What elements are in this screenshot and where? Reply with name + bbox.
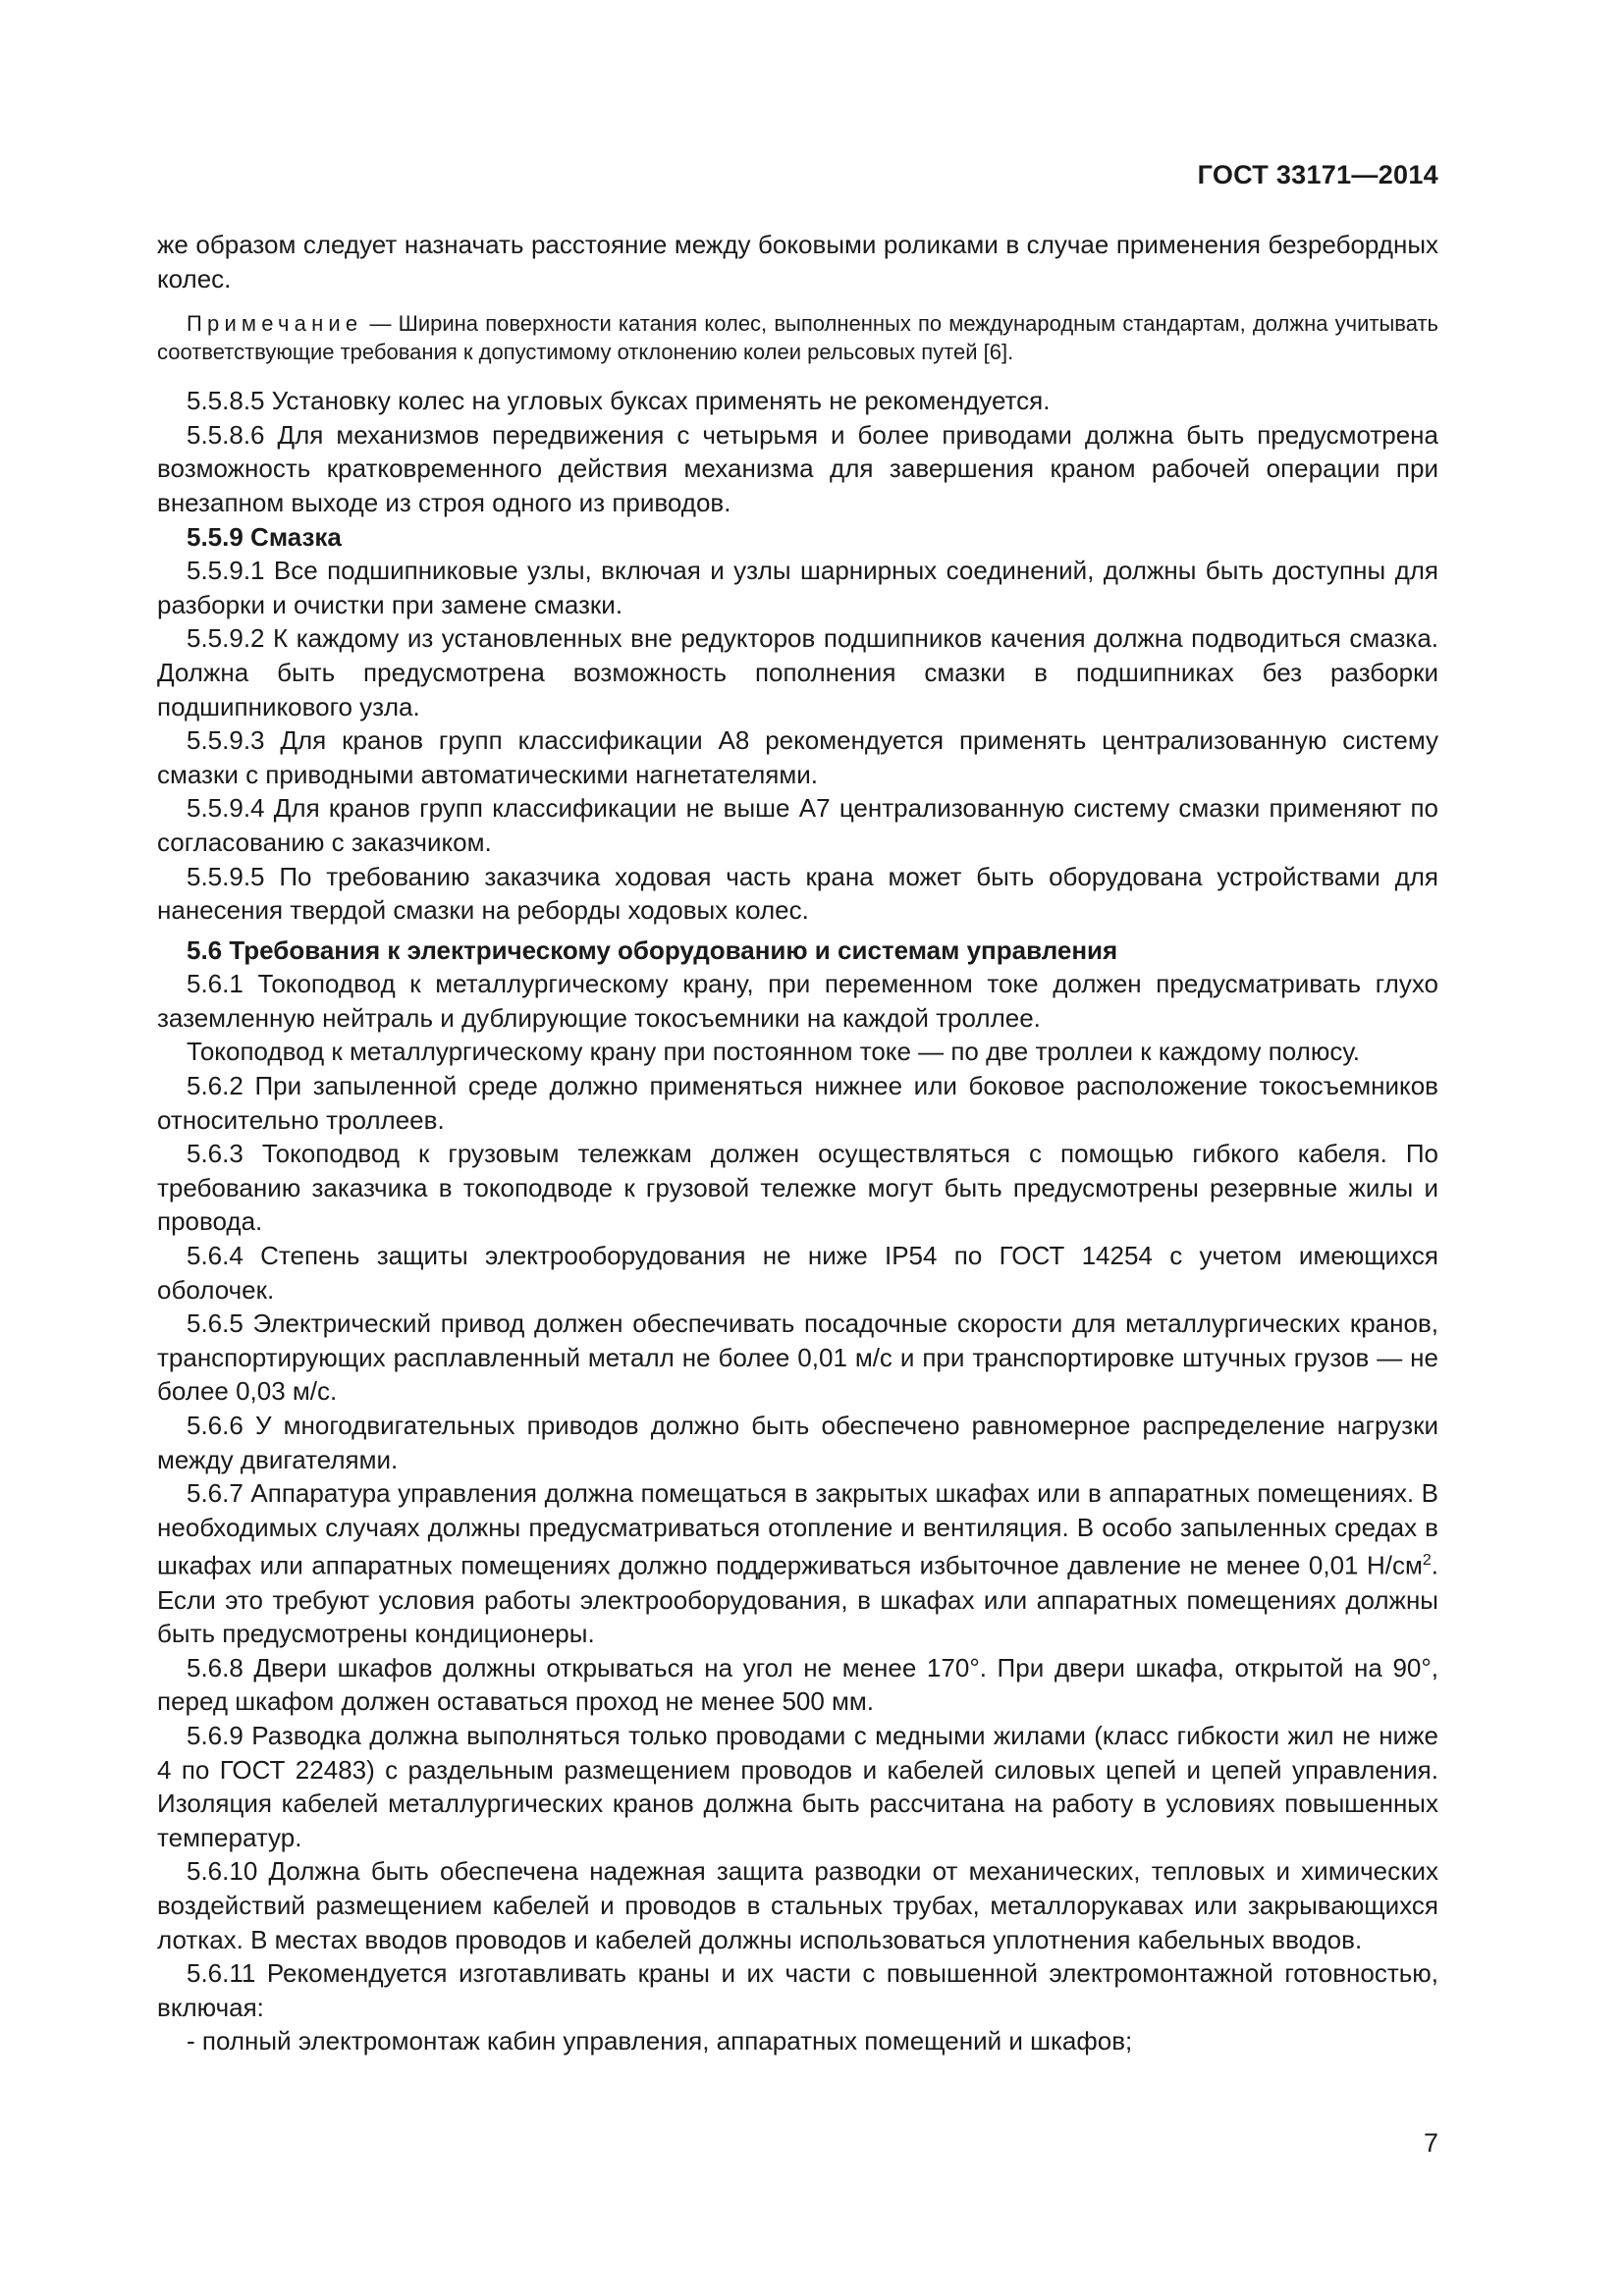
paragraph-5-6-8: 5.6.8 Двери шкафов должны открываться на угол не менее 170°. При двери шкафа, открытой на 90°, перед шкафом должен оставаться проход не менее 500 мм. bbox=[157, 1652, 1438, 1717]
paragraph-5-6-11: 5.6.11 Рекомендуется изготавливать краны и их части с повышенной электромонтажной готовностью, включая: bbox=[157, 1958, 1438, 2022]
paragraph-5-6-2: 5.6.2 При запыленной среде должно применяться нижнее или боковое расположение токосъемников относительно троллеев. bbox=[157, 1071, 1438, 1135]
paragraph-5-6-4: 5.6.4 Степень защиты электрооборудования не ниже IP54 по ГОСТ 14254 с учетом имеющихся оболочек. bbox=[157, 1241, 1438, 1305]
paragraph-5-6-1-dc: Токоподвод к металлургическому крану при постоянном токе — по две троллеи к каждому полюсу. bbox=[187, 1037, 1360, 1067]
paragraph-5-6-10: 5.6.10 Должна быть обеспечена надежная защита разводки от механических, тепловых и химических воздействий размещением кабелей и проводов в стальных трубах, металлорукавах или закрывающихся лотках. В местах вводов проводов и кабелей должны использоваться уплотнения кабельных вводов. bbox=[157, 1856, 1438, 1954]
paragraph-5-6-7-part1: 5.6.7 Аппаратура управления должна помещаться в закрытых шкафах или в аппаратных помещениях. В необходимых случаях должны предусматриваться отопление и вентиляция. В особо запыленных средах в шкафах или аппаратных помещениях должно поддерживаться избыточное давление не менее 0,01 Н/см bbox=[157, 1478, 1438, 1581]
paragraph-5-5-9-4: 5.5.9.4 Для кранов групп классификации не выше А7 централизованную систему смазки применяют по согласованию с заказчиком. bbox=[157, 793, 1438, 857]
paragraph-5-5-9-2: 5.5.9.2 К каждому из установленных вне редукторов подшипников качения должна подводиться смазка. Должна быть предусмотрена возможность пополнения смазки в подшипниках без разборки подшипникового узла. bbox=[157, 623, 1438, 721]
section-heading-5-5-9: 5.5.9 Смазка bbox=[187, 521, 342, 552]
paragraph-5-6-7 bbox=[157, 1476, 1438, 1651]
section-heading-5-6: 5.6 Требования к электрическому оборудованию и системам управления bbox=[187, 934, 1118, 965]
paragraph-5-6-7-part2: . Если это требуют условия работы электрооборудования, в шкафах или аппаратных помещениях должны быть предусмотрены кондиционеры. bbox=[157, 1551, 1438, 1649]
list-item: - полный электромонтаж кабин управления, аппаратных помещений и шкафов; bbox=[187, 2026, 1133, 2056]
page-number: 7 bbox=[1423, 2128, 1438, 2158]
paragraph-5-5-9-3: 5.5.9.3 Для кранов групп классификации А8 рекомендуется применять централизованную систему смазки с приводными автоматическими нагнетателями. bbox=[157, 725, 1438, 789]
paragraph-5-6-9: 5.6.9 Разводка должна выполняться только проводами с медными жилами (класс гибкости жил не ниже 4 по ГОСТ 22483) с раздельным размещением проводов и кабелей силовых цепей и цепей управления. Изоляция кабелей металлургических кранов должна быть рассчитана на работу в условиях повышенных температур. bbox=[157, 1721, 1438, 1852]
document-id-header: ГОСТ 33171—2014 bbox=[1197, 160, 1438, 189]
paragraph-5-5-9-5: 5.5.9.5 По требованию заказчика ходовая часть крана может быть оборудована устройствами для нанесения твердой смазки на реборды ходовых колес. bbox=[157, 861, 1438, 926]
paragraph-5-5-8-6: 5.5.8.6 Для механизмов передвижения с четырьмя и более приводами должна быть предусмотрена возможность кратковременного действия механизма для завершения краном рабочей операции при внезапном выходе из строя одного из приводов. bbox=[157, 419, 1438, 517]
superscript-2: 2 bbox=[1422, 1552, 1432, 1570]
paragraph-5-6-3: 5.6.3 Токоподвод к грузовым тележкам должен осуществляться с помощью гибкого кабеля. По требованию заказчика в токоподводе к грузовой тележке могут быть предусмотрены резервные жилы и провода. bbox=[157, 1139, 1438, 1237]
paragraph-5-5-8-5: 5.5.8.5 Установку колес на угловых буксах применять не рекомендуется. bbox=[187, 386, 1051, 416]
paragraph-5-6-5: 5.6.5 Электрический привод должен обеспечивать посадочные скорости для металлургических кранов, транспортирующих расплавленный металл не более 0,01 м/с и при транспортировке штучных грузов — не более 0,03 м/с. bbox=[157, 1308, 1438, 1407]
paragraph-5-5-9-1: 5.5.9.1 Все подшипниковые узлы, включая и узлы шарнирных соединений, должны быть доступны для разборки и очистки при замене смазки. bbox=[157, 556, 1438, 619]
document-body bbox=[157, 228, 1438, 2058]
paragraph-5-6-1: 5.6.1 Токоподвод к металлургическому крану, при переменном токе должен предусматривать глухо заземленную нейтраль и дублирующие токосъемники на каждой троллее. bbox=[157, 969, 1438, 1033]
paragraph-continuation: же образом следует назначать расстояние между боковыми роликами в случае применения безребордных колес. bbox=[157, 230, 1438, 294]
note bbox=[157, 309, 1438, 366]
paragraph-5-6-6: 5.6.6 У многодвигательных приводов должно быть обеспечено равномерное распределение нагрузки между двигателями. bbox=[157, 1411, 1438, 1474]
note-label: Примечание bbox=[187, 311, 363, 337]
note-text: — Ширина поверхности катания колес, выполненных по международным стандартам, должна учитывать соответствующие требования к допустимому отклонению колеи рельсовых путей [6]. bbox=[157, 311, 1438, 365]
